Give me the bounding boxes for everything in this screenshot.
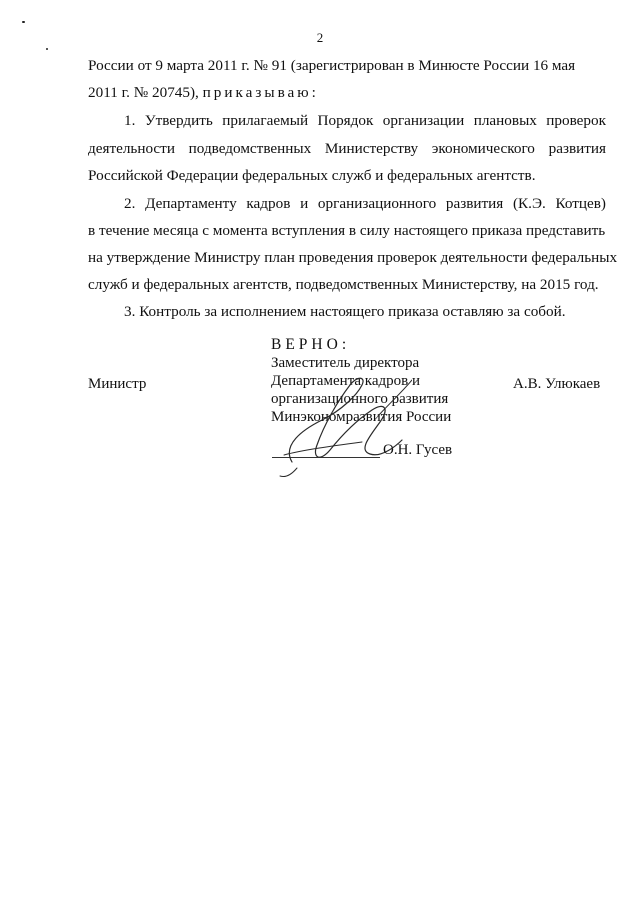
- cert-line-2: Департамента кадров и: [271, 373, 420, 389]
- order-word: приказываю:: [202, 84, 319, 101]
- scan-speck: [46, 48, 48, 50]
- cert-line-3: организационного развития: [271, 391, 449, 407]
- cert-line-1: Заместитель директора: [271, 355, 420, 371]
- intro-line-1: России от 9 марта 2011 г. № 91 (зарегистрирован в Минюсте России 16 мая: [88, 57, 576, 74]
- item2-line-3: на утверждение Министру план проведения проверок деятельности федеральных: [88, 249, 618, 266]
- item2-line-2: в течение месяца с момента вступления в силу настоящего приказа представить: [88, 222, 606, 239]
- intro-line-2-prefix: 2011 г. № 20745),: [88, 84, 203, 101]
- page-number: 2: [316, 30, 324, 45]
- item1-line-3: Российской Федерации федеральных служб и федеральных агентств.: [88, 167, 536, 184]
- intro-line-2: [88, 84, 319, 102]
- verno-label: ВЕРНО:: [271, 336, 351, 353]
- item2-line-4: служб и федеральных агентств, подведомственных Министерству, на 2015 год.: [88, 276, 599, 293]
- minister-name: А.В. Улюкаев: [513, 376, 601, 392]
- handwritten-signature: [262, 350, 412, 480]
- item2-line-1: 2. Департаменту кадров и организационного развития (К.Э. Котцев): [124, 195, 606, 212]
- item1-line-2: деятельности подведомственных Министерству экономического развития: [88, 140, 606, 157]
- item1-line-1: 1. Утвердить прилагаемый Порядок организации плановых проверок: [124, 112, 606, 129]
- minister-title: Министр: [88, 376, 147, 392]
- signer-name: О.Н. Гусев: [383, 442, 453, 458]
- item3-line-1: 3. Контроль за исполнением настоящего приказа оставляю за собой.: [124, 303, 566, 320]
- scan-speck: [22, 21, 25, 23]
- cert-line-4: Минэкономразвития России: [271, 409, 452, 425]
